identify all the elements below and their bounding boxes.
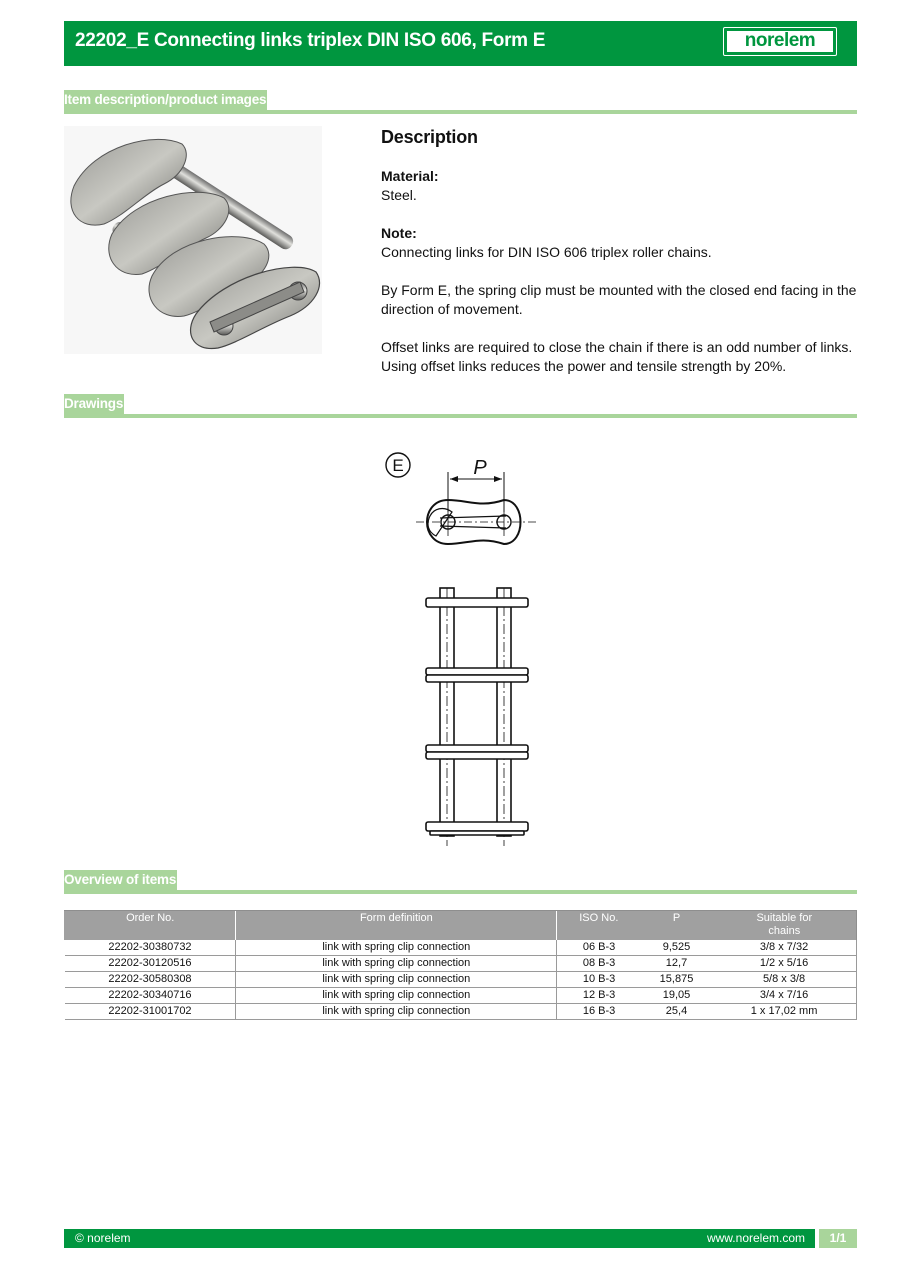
section-overview bbox=[64, 870, 857, 894]
cell-order-no: 22202-31001702 bbox=[65, 1004, 236, 1020]
dimension-label: P bbox=[473, 457, 487, 479]
cell-iso-no: 06 B-3 bbox=[557, 940, 641, 956]
norelem-logo bbox=[723, 27, 837, 56]
cell-p: 15,875 bbox=[641, 972, 712, 988]
copyright-text: © norelem bbox=[75, 1231, 131, 1245]
cell-order-no: 22202-30380732 bbox=[65, 940, 236, 956]
product-image bbox=[64, 126, 322, 354]
cell-p: 19,05 bbox=[641, 988, 712, 1004]
cell-p: 12,7 bbox=[641, 956, 712, 972]
cell-iso-no: 08 B-3 bbox=[557, 956, 641, 972]
note-paragraph-3: Offset links are required to close the chain if there is an odd number of links. Using offset links reduces the power and tensile strength by 20%. bbox=[381, 339, 853, 374]
table-row bbox=[65, 1004, 857, 1020]
cell-iso-no: 16 B-3 bbox=[557, 1004, 641, 1020]
section-label: Overview of items bbox=[64, 870, 177, 890]
triplex-top-view bbox=[426, 588, 528, 846]
cell-order-no: 22202-30580308 bbox=[65, 972, 236, 988]
page-title: 22202_E Connecting links triplex DIN ISO 606, Form E bbox=[75, 30, 546, 51]
section-label: Drawings bbox=[64, 394, 124, 414]
material-value: Steel. bbox=[381, 187, 417, 203]
technical-drawing bbox=[376, 446, 546, 846]
table-row bbox=[65, 940, 857, 956]
cell-p: 9,525 bbox=[641, 940, 712, 956]
page-footer bbox=[64, 1229, 857, 1248]
column-header-iso-no: ISO No. bbox=[557, 911, 641, 941]
cell-order-no: 22202-30340716 bbox=[65, 988, 236, 1004]
note-label: Note: bbox=[381, 225, 417, 241]
table-row bbox=[65, 956, 857, 972]
cell-form-definition: link with spring clip connection bbox=[236, 972, 557, 988]
section-rule bbox=[64, 110, 857, 114]
section-label: Item description/product images bbox=[64, 90, 267, 110]
cell-form-definition: link with spring clip connection bbox=[236, 988, 557, 1004]
section-item-description bbox=[64, 90, 857, 114]
cell-p: 25,4 bbox=[641, 1004, 712, 1020]
note-paragraph-1: Connecting links for DIN ISO 606 triplex roller chains. bbox=[381, 244, 712, 260]
section-drawings bbox=[64, 394, 857, 418]
column-header-form-definition: Form definition bbox=[236, 911, 557, 941]
section-rule bbox=[64, 890, 857, 894]
column-header-p: P bbox=[641, 911, 712, 941]
note-paragraph-2: By Form E, the spring clip must be mounted with the closed end facing in the direction of movement. bbox=[381, 282, 857, 317]
cell-iso-no: 10 B-3 bbox=[557, 972, 641, 988]
page-number: 1/1 bbox=[819, 1229, 857, 1248]
cell-order-no: 22202-30120516 bbox=[65, 956, 236, 972]
material-label: Material: bbox=[381, 168, 439, 184]
table-row bbox=[65, 988, 857, 1004]
website-link[interactable]: www.norelem.com bbox=[706, 1231, 805, 1245]
cell-suitable-for-chains: 1 x 17,02 mm bbox=[712, 1004, 856, 1020]
cell-suitable-for-chains: 3/8 x 7/32 bbox=[712, 940, 856, 956]
cell-suitable-for-chains: 1/2 x 5/16 bbox=[712, 956, 856, 972]
cell-suitable-for-chains: 3/4 x 7/16 bbox=[712, 988, 856, 1004]
form-letter: E bbox=[392, 456, 404, 475]
items-table bbox=[64, 910, 857, 1020]
cell-form-definition: link with spring clip connection bbox=[236, 1004, 557, 1020]
cell-form-definition: link with spring clip connection bbox=[236, 940, 557, 956]
column-header-suitable-for-chains: Suitable for chains bbox=[712, 911, 856, 941]
description-block bbox=[381, 128, 857, 395]
cell-suitable-for-chains: 5/8 x 3/8 bbox=[712, 972, 856, 988]
description-heading: Description bbox=[381, 127, 478, 147]
page-header bbox=[64, 21, 857, 66]
cell-form-definition: link with spring clip connection bbox=[236, 956, 557, 972]
column-header-order-no: Order No. bbox=[65, 911, 236, 941]
section-rule bbox=[64, 414, 857, 418]
table-row bbox=[65, 972, 857, 988]
cell-iso-no: 12 B-3 bbox=[557, 988, 641, 1004]
logo-text: norelem bbox=[744, 30, 816, 51]
